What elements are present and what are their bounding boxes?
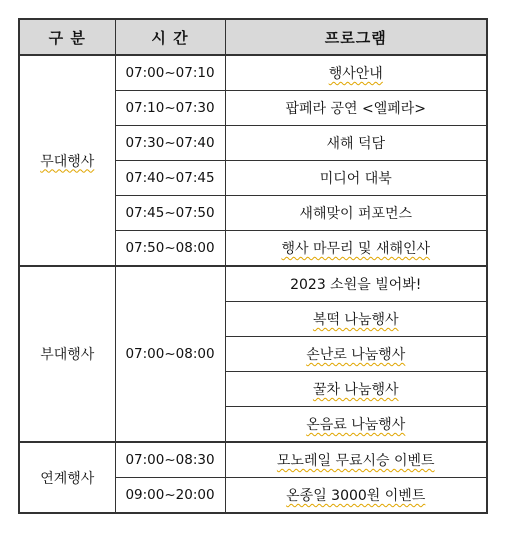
program-label: 행사안내 <box>328 66 383 82</box>
program-cell: 팝페라 공연 <엘페라> <box>225 91 487 126</box>
header-program: 프로그램 <box>225 19 487 55</box>
program-cell: 2023 소원을 빌어봐! <box>225 266 487 302</box>
program-cell <box>225 55 487 91</box>
program-cell <box>225 478 487 514</box>
category-cell-side <box>19 266 115 442</box>
category-cell-linked <box>19 442 115 513</box>
time-cell: 07:10~07:30 <box>115 91 225 126</box>
program-cell <box>225 337 487 372</box>
header-time: 시 간 <box>115 19 225 55</box>
program-cell: 새해 덕담 <box>225 126 487 161</box>
program-cell: 미디어 대북 <box>225 161 487 196</box>
program-label: 온음료 나눔행사 <box>306 417 406 433</box>
program-label: 온종일 3000원 이벤트 <box>286 488 426 504</box>
time-cell: 07:50~08:00 <box>115 231 225 267</box>
program-label: 복떡 나눔행사 <box>312 312 399 328</box>
category-label: 연계행사 <box>40 470 95 487</box>
program-cell <box>225 231 487 267</box>
table-row <box>19 266 487 302</box>
time-cell: 07:00~07:10 <box>115 55 225 91</box>
category-label: 무대행사 <box>40 153 95 170</box>
program-label: 손난로 나눔행사 <box>306 347 406 363</box>
schedule-sheet <box>18 18 486 520</box>
program-cell <box>225 372 487 407</box>
time-cell-merged: 07:00~08:00 <box>115 266 225 442</box>
category-cell-stage <box>19 55 115 266</box>
program-cell <box>225 407 487 443</box>
table-row <box>19 442 487 478</box>
header-category: 구 분 <box>19 19 115 55</box>
program-cell <box>225 302 487 337</box>
category-label: 부대행사 <box>40 347 95 363</box>
program-label: 꿀차 나눔행사 <box>312 382 399 398</box>
time-cell: 07:30~07:40 <box>115 126 225 161</box>
program-label: 모노레일 무료시승 이벤트 <box>276 453 435 469</box>
time-cell: 07:40~07:45 <box>115 161 225 196</box>
table-row <box>19 55 487 91</box>
time-cell: 07:00~08:30 <box>115 442 225 478</box>
program-cell: 새해맞이 퍼포먼스 <box>225 196 487 231</box>
time-cell: 09:00~20:00 <box>115 478 225 514</box>
header-row <box>19 19 487 55</box>
schedule-table <box>18 18 488 514</box>
program-label: 행사 마무리 및 새해인사 <box>281 241 431 257</box>
time-cell: 07:45~07:50 <box>115 196 225 231</box>
program-cell <box>225 442 487 478</box>
